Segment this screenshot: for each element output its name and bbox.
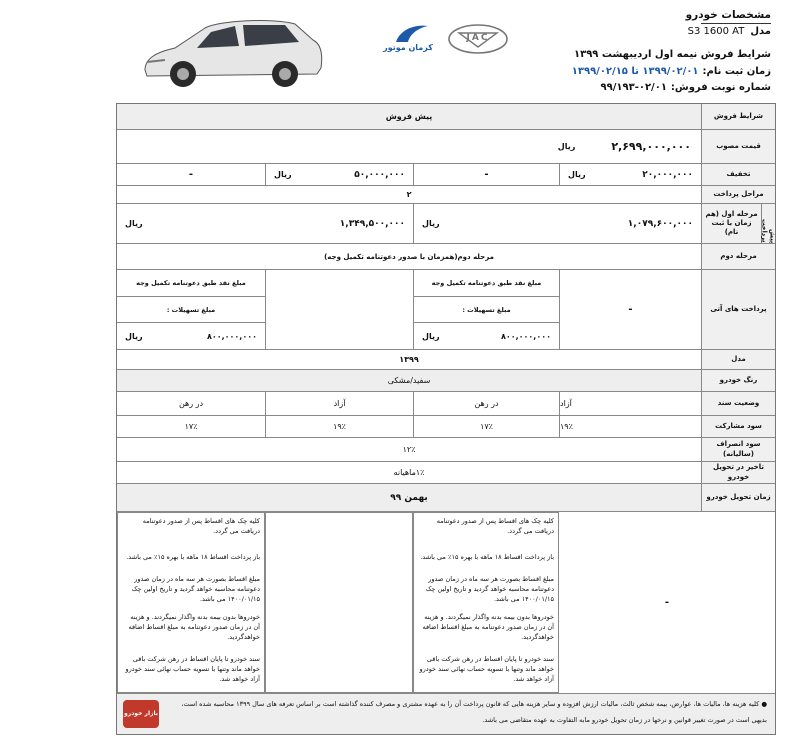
stamp-text: بازار خودرو	[124, 709, 158, 717]
future-cash-label-2: مبلغ نقد طبق دعوتنامه تکمیل وجه	[117, 270, 265, 297]
future-dash: -	[628, 304, 633, 315]
profit-cell-4: ۱۷٪	[184, 422, 198, 431]
footer-line-2: بدیهی است در صورت تغییر قوانین و نرخها در زمان تحویل خودرو مابه التفاوت به عهده متقاضی می باشد.	[482, 716, 767, 724]
value-car-color: سفید/مشکی	[117, 370, 701, 391]
doc-status-cell-2: در رهن	[413, 392, 559, 415]
turn-number-value: ۹۹/۱۹۳-۰۲/۰۱	[600, 82, 667, 93]
row-partnership-profit	[117, 416, 775, 438]
future-facility-unit-1: ریال	[422, 331, 440, 341]
future-facility-value-1: ۸۰۰,۰۰۰,۰۰۰	[500, 331, 551, 341]
row-sale-condition	[117, 104, 775, 130]
kerman-wing-icon	[378, 22, 438, 44]
value-cancellation-profit: ۱۲٪	[402, 445, 416, 454]
stamp-logo	[123, 700, 159, 728]
row-document-status	[117, 392, 775, 416]
future-facility-label-2: مبلغ تسهیلات :	[117, 297, 265, 324]
stage-one-value-2: ۱,۳۴۹,۵۰۰,۰۰۰	[339, 218, 405, 229]
doc-status-cell-1: آزاد	[559, 392, 701, 415]
kerman-motor-logo	[378, 22, 438, 56]
note-2-b: باز پرداخت اقساط ۱۸ ماهه با بهره ۱۵٪ می باشد.	[126, 553, 260, 561]
model-label: مدل	[750, 26, 771, 37]
footer-text-1: کلیه هزینه ها، مالیات ها، عوارض، بیمه شخص ثالث، مالیات ارزش افزوده و سایر هزینه هایی که قانون پرداخت آن را به عهده مشتری و مصرف کننده گذاشته است بر اساس تعرفه های سال ۱۳۹۹ محاسبه شده است،	[181, 700, 760, 708]
note-3-a: مبلغ اقساط بصورت هر سه ماه در زمان صدور دعوتنامه محاسبه خواهد گردید و تاریخ اولین چک ۱۴۰۰/۰۱/۱۵ می باشد.	[425, 575, 554, 603]
notes-column-2	[117, 512, 265, 693]
label-future-payments: پرداخت های آتی	[701, 270, 775, 349]
row-car-color	[117, 370, 775, 392]
future-facility-row-2	[117, 323, 265, 349]
stage-one-cell-1	[413, 204, 701, 243]
row-payment-stages	[117, 186, 775, 204]
label-discount: تخفیف	[701, 164, 775, 185]
future-empty-cell	[265, 270, 413, 349]
note-5-a: سند خودرو تا پایان اقساط در رهن شرکت باقی خواهد ماند وتنها با تسویه حساب نهائی سند خودرو آزاد خواهد شد.	[419, 655, 554, 683]
label-cancellation-profit: سود انصراف (سالیانه)	[701, 438, 775, 461]
doc-status-cell-3: آزاد	[265, 392, 413, 415]
spec-table	[116, 103, 776, 735]
notes-dash-cell	[559, 512, 775, 693]
model-line	[688, 26, 771, 37]
row-discount	[117, 164, 775, 186]
row-delivery-delay	[117, 462, 775, 484]
label-model-year: مدل	[701, 350, 775, 369]
label-approved-price: قیمت مصوب	[701, 130, 775, 163]
label-delivery-delay: تاخیر در تحویل خودرو	[701, 462, 775, 483]
row-footer	[117, 694, 775, 734]
model-value: S3 1600 AT	[687, 26, 745, 37]
title-underline	[701, 23, 771, 24]
label-partnership-profit: سود مشارکت	[701, 416, 775, 437]
label-car-color: رنگ خودرو	[701, 370, 775, 391]
jac-text: JAC	[466, 33, 490, 43]
profit-cell-1: ۱۹٪	[559, 416, 701, 437]
stage-one-unit-2: ریال	[125, 219, 143, 228]
discount-cell-2	[413, 164, 559, 185]
row-approved-price	[117, 130, 775, 164]
future-facility-unit-2: ریال	[125, 331, 143, 341]
value-sale-condition: پیش فروش	[117, 104, 701, 129]
note-3-b: مبلغ اقساط بصورت هر سه ماه در زمان صدور دعوتنامه محاسبه خواهد گردید و تاریخ اولین چک ۱۴۰۰/۰۱/۱۵ می باشد.	[131, 575, 260, 603]
register-time-value: ۱۳۹۹/۰۲/۰۱ تا ۱۳۹۹/۰۲/۱۵	[571, 66, 699, 77]
turn-number-line	[601, 82, 771, 93]
label-stage-one: مرحله اول (هم زمان با ثبت نام)	[701, 204, 761, 243]
note-5-b: سند خودرو تا پایان اقساط در رهن شرکت باقی خواهد ماند وتنها با تسویه حساب نهائی سند خودرو آزاد خواهد شد.	[125, 655, 260, 683]
notes-column-empty	[265, 512, 413, 693]
suv-car-icon	[135, 10, 330, 95]
future-dash-cell	[559, 270, 701, 349]
value-delivery-time: بهمن ۹۹	[117, 484, 701, 511]
profit-cell-2: ۱۷٪	[413, 416, 559, 437]
label-payment-stages: مراحل پرداخت	[701, 186, 775, 203]
discount-cell-1	[559, 164, 701, 185]
doc-status-cell-4: در رهن	[178, 399, 204, 408]
future-block-1	[413, 270, 559, 349]
approved-price-unit: ریال	[557, 142, 576, 151]
value-model-year: ۱۳۹۹	[399, 355, 419, 364]
spec-title: مشخصات خودرو	[685, 9, 771, 21]
discount-cell-4	[117, 164, 265, 185]
row-model-year	[117, 350, 775, 370]
future-cash-label-1: مبلغ نقد طبق دعوتنامه تکمیل وجه	[414, 270, 559, 297]
row-stage-one	[117, 204, 775, 244]
note-4-b: خودروها بدون بیمه بدنه واگذار نمیگردند. و هزینه آن در زمان صدور دعوتنامه به مبلغ اقساط اضافه خواهدگردید.	[128, 613, 260, 641]
notes-column-1	[413, 512, 559, 693]
label-sale-condition: شرایط فروش	[701, 104, 775, 129]
discount-cell-3	[265, 164, 413, 185]
row-stage-two	[117, 244, 775, 270]
future-facility-row-1	[414, 323, 559, 349]
label-prepay-side	[761, 204, 775, 243]
discount-value-1: ۲۰,۰۰۰,۰۰۰	[642, 169, 693, 180]
approved-price-cell	[117, 130, 701, 163]
stage-one-unit-1: ریال	[422, 219, 440, 228]
future-block-2	[117, 270, 265, 349]
note-1-b: کلیه چک های اقساط پس از صدور دعوتنامه دریافت می گردد.	[142, 517, 260, 535]
register-time-line	[572, 66, 771, 77]
profit-cell-3: ۱۹٪	[265, 416, 413, 437]
label-document-status: وضعیت سند	[701, 392, 775, 415]
row-cancellation-profit	[117, 438, 775, 462]
future-facility-label-1: مبلغ تسهیلات :	[414, 297, 559, 324]
discount-value-2: -	[484, 169, 489, 180]
note-2-a: باز پرداخت اقساط ۱۸ ماهه با بهره ۱۵٪ می باشد.	[420, 553, 554, 561]
row-delivery-time	[117, 484, 775, 512]
footer-bullet-icon: ●	[759, 700, 767, 708]
footer-line-1	[177, 700, 767, 710]
kerman-logo-text: کرمان موتور	[383, 43, 433, 52]
discount-value-3: ۵۰,۰۰۰,۰۰۰	[354, 169, 405, 180]
discount-unit-1: ریال	[568, 170, 586, 179]
label-delivery-time: زمان تحویل خودرو	[701, 484, 775, 511]
jac-logo	[447, 22, 509, 56]
future-facility-value-2: ۸۰۰,۰۰۰,۰۰۰	[206, 331, 257, 341]
prepay-side-text: پیش پرداخت	[760, 219, 777, 243]
discount-value-4: -	[188, 169, 194, 180]
value-stage-two: مرحله دوم(همزمان با صدور دعوتنامه تکمیل وجه)	[324, 252, 494, 261]
register-time-label: زمان ثبت نام:	[702, 66, 771, 77]
row-notes	[117, 512, 775, 694]
notes-dash: -	[664, 597, 670, 608]
approved-price-value: ۲,۶۹۹,۰۰۰,۰۰۰	[611, 140, 691, 153]
stage-one-cell-2	[117, 204, 413, 243]
label-stage-two: مرحله دوم	[701, 244, 775, 269]
row-future-payments	[117, 270, 775, 350]
value-payment-stages: ۲	[406, 190, 412, 199]
sale-conditions-heading: شرایط فروش نیمه اول اردیبهشت ۱۳۹۹	[574, 49, 771, 60]
note-1-a: کلیه چک های اقساط پس از صدور دعوتنامه دریافت می گردد.	[436, 517, 554, 535]
stage-one-value-1: ۱,۰۷۹,۶۰۰,۰۰۰	[627, 218, 693, 229]
discount-unit-3: ریال	[274, 170, 292, 179]
value-delivery-delay: ۱٪ماهیانه	[393, 468, 425, 477]
car-image	[135, 10, 330, 95]
note-4-a: خودروها بدون بیمه بدنه واگذار نمیگردند. و هزینه آن در زمان صدور دعوتنامه به مبلغ اقساط اضافه خواهدگردید.	[422, 613, 554, 641]
turn-number-label: شماره نوبت فروش:	[670, 82, 771, 93]
